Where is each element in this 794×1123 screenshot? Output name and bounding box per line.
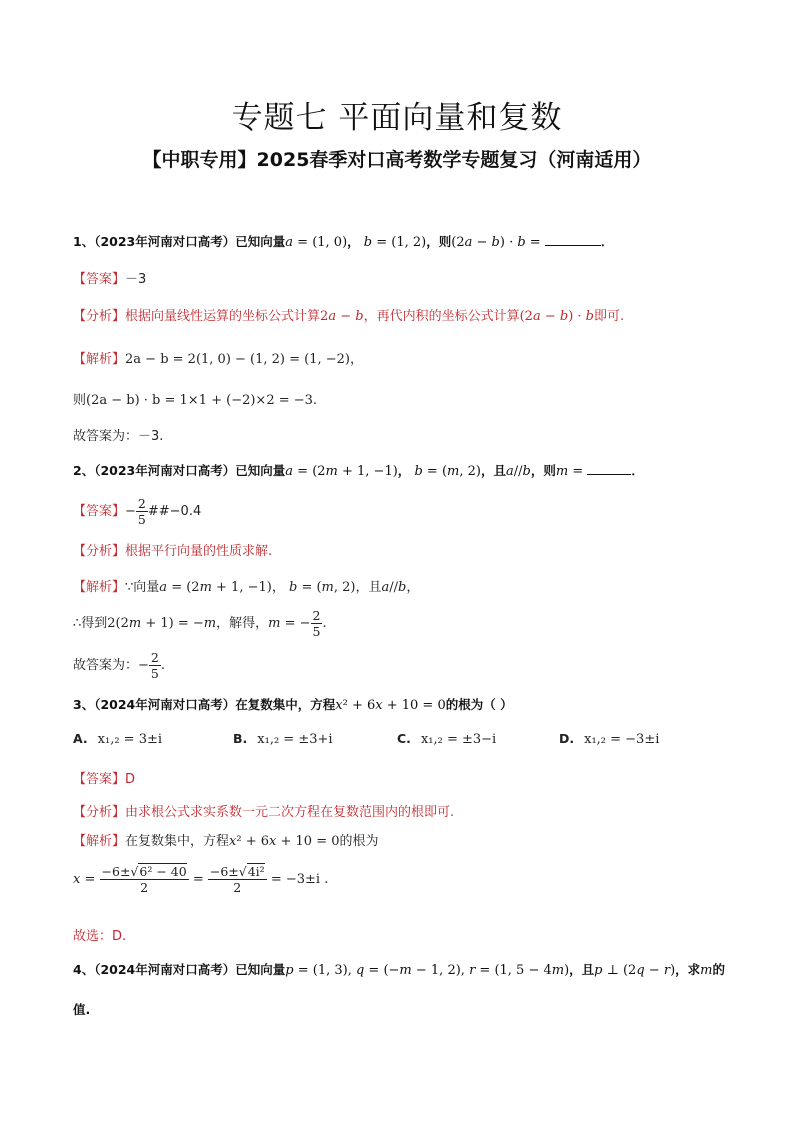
q1-solution-line2: 则(2a − b) · b = 1×1 + (−2)×2 = −3. <box>73 393 318 408</box>
answer-label: 【答案】 <box>73 772 126 787</box>
question-number: 3、 <box>73 697 95 712</box>
analysis-label: 【分析】 <box>73 544 126 559</box>
q1-final: 故答案为：－3. <box>73 429 164 444</box>
fraction: $\frac{\text{−6±√6² − 40}}{2}$ <box>101 864 187 895</box>
question-number: 1、 <box>73 234 95 249</box>
question-source: （2024年河南对口高考） <box>94 962 236 977</box>
fraction: $\frac{2}{5}$ <box>137 496 146 527</box>
analysis-label: 【分析】 <box>73 309 126 324</box>
q1-solution: 【解析】2a − b = 2(1, 0) − (1, 2) = (1, −2)， <box>73 352 364 367</box>
option-d[interactable]: D. x₁,₂ = −3±i <box>559 731 660 747</box>
q2-analysis: 【分析】根据平行向量的性质求解. <box>73 544 273 559</box>
fraction: $\frac{\text{−6±√4i²}}{2}$ <box>209 864 265 895</box>
question-3: 3、（2024年河南对口高考）在复数集中，方程x² + 6x + 10 = 0的根为（ ） <box>73 697 513 713</box>
answer-label: 【答案】 <box>73 504 126 519</box>
q3-answer: 【答案】D <box>73 772 136 787</box>
q3-final: 故选：D. <box>73 929 127 944</box>
q3-solution-formula: x = $\frac{\text{−6±√6² − 40}}{2}$ = $\frac{\text{−6±√4i²}}{2}$ = −3±i . <box>73 864 329 895</box>
question-1: 1、（2023年河南对口高考）已知向量a = (1, 0)， b = (1, 2)，则(2a − b) · b = ． <box>73 234 614 250</box>
solution-label: 【解析】 <box>73 580 126 595</box>
question-source: （2023年河南对口高考） <box>94 234 236 249</box>
question-2: 2、（2023年河南对口高考）已知向量a = (2m + 1, −1)， b = (m, 2)，且a//b，则m = ． <box>73 463 644 479</box>
document-subtitle: 【中职专用】2025春季对口高考数学专题复习（河南适用） <box>142 149 652 171</box>
question-source: （2023年河南对口高考） <box>94 463 236 478</box>
document-title: 专题七 平面向量和复数 <box>231 100 563 136</box>
solution-label: 【解析】 <box>73 834 126 849</box>
q3-analysis: 【分析】由求根公式求实系数一元二次方程在复数范围内的根即可. <box>73 805 455 820</box>
q3-solution: 【解析】在复数集中，方程x² + 6x + 10 = 0的根为 <box>73 834 379 849</box>
q2-answer: 【答案】− $\frac{2}{5}$ ##−0.4 <box>73 496 202 527</box>
analysis-label: 【分析】 <box>73 805 126 820</box>
fraction: $\frac{2}{5}$ <box>312 608 321 639</box>
q1-answer: 【答案】－3 <box>73 272 147 287</box>
answer-blank <box>587 464 631 475</box>
solution-label: 【解析】 <box>73 352 126 367</box>
q1-analysis: 【分析】根据向量线性运算的坐标公式计算2a − b，再代内积的坐标公式计算(2a − b) · b即可. <box>73 309 625 324</box>
option-b[interactable]: B. x₁,₂ = ±3+i <box>233 731 333 747</box>
answer-blank <box>545 235 601 246</box>
question-number: 2、 <box>73 463 95 478</box>
fraction: $\frac{2}{5}$ <box>150 650 159 681</box>
q2-final: 故答案为：− $\frac{2}{5}$ . <box>73 650 166 681</box>
option-c[interactable]: C. x₁,₂ = ±3−i <box>397 731 497 747</box>
question-4-continuation: 值. <box>73 1002 91 1017</box>
answer-label: 【答案】 <box>73 272 126 287</box>
option-a[interactable]: A. x₁,₂ = 3±i <box>73 731 163 747</box>
q2-solution-line2: ∴得到2(2m + 1) = −m，解得，m = − $\frac{2}{5}$ . <box>73 608 327 639</box>
question-source: （2024年河南对口高考） <box>94 697 236 712</box>
question-4: 4、（2024年河南对口高考）已知向量p = (1, 3), q = (−m − 1, 2), r = (1, 5 − 4m)，且p ⊥ (2q − r)，求m的 <box>73 962 725 978</box>
question-number: 4、 <box>73 962 95 977</box>
q2-solution: 【解析】∵向量a = (2m + 1, −1)， b = (m, 2)，且a//b， <box>73 580 420 595</box>
